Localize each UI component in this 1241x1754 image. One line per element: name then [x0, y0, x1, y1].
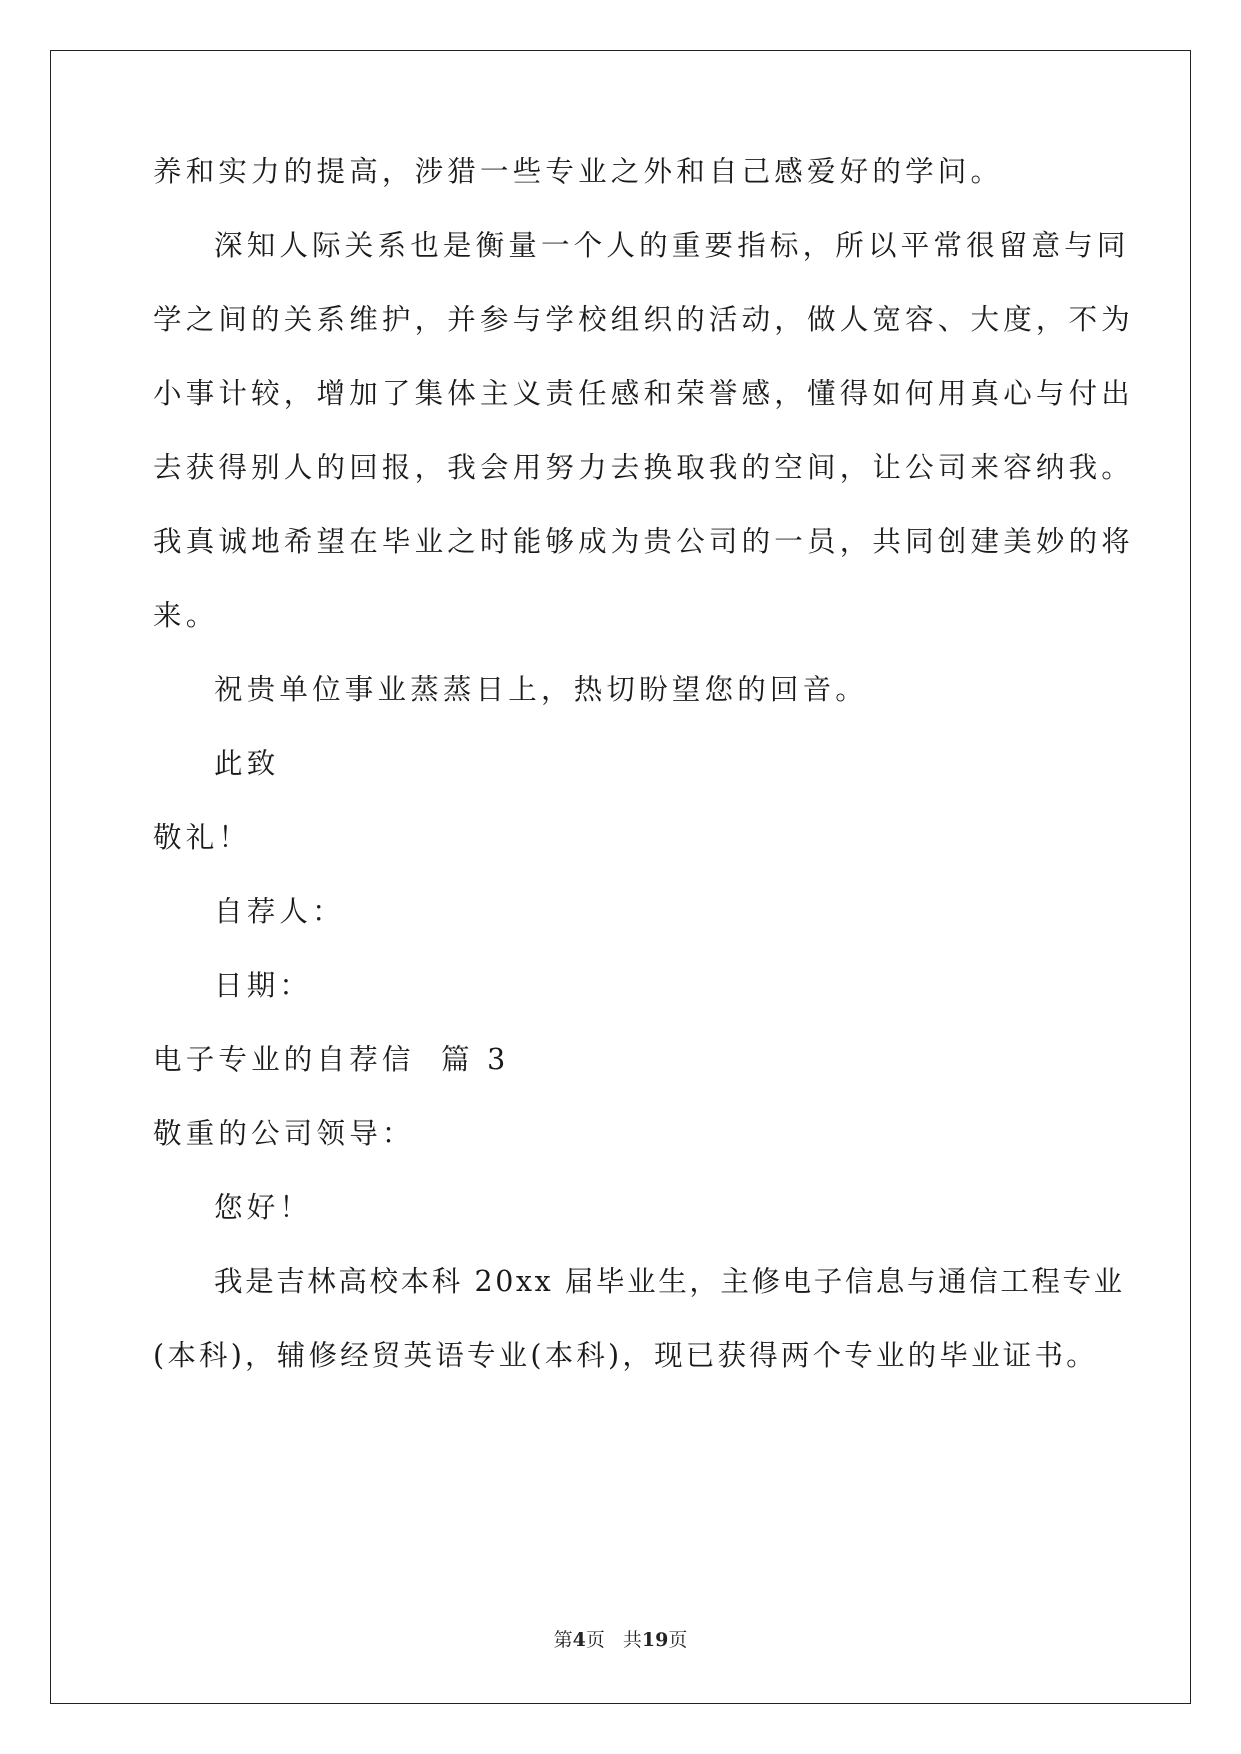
- salutation-line: 敬礼！: [153, 821, 252, 854]
- total-pages: 19: [641, 1629, 669, 1651]
- body-line: 去获得别人的回报，我会用努力去换取我的空间，让公司来容纳我。: [153, 451, 1135, 484]
- greeting-line: 敬重的公司领导：: [153, 1117, 415, 1150]
- page-border: [50, 50, 1191, 1704]
- body-line: (本科)，辅修经贸英语专业(本科)，现已获得两个专业的毕业证书。: [153, 1339, 1098, 1372]
- body-line: 养和实力的提高，涉猎一些专业之外和自己感爱好的学问。: [153, 155, 1004, 188]
- footer-prefix: 第: [553, 1629, 573, 1651]
- body-line: 我真诚地希望在毕业之时能够成为贵公司的一员，共同创建美妙的将: [153, 525, 1135, 558]
- body-line: 我是吉林高校本科 20xx 届毕业生，主修电子信息与通信工程专业: [214, 1265, 1125, 1298]
- body-line: 小事计较，增加了集体主义责任感和荣誉感，懂得如何用真心与付出: [153, 377, 1135, 410]
- section-heading: 电子专业的自荐信 篇 3: [153, 1043, 510, 1076]
- greeting-line: 您好！: [214, 1191, 313, 1224]
- footer-total-suffix: 页: [668, 1629, 688, 1651]
- page-footer: [0, 1628, 1241, 1652]
- closing-line: 此致: [214, 747, 280, 780]
- signature-line: 自荐人：: [214, 895, 345, 928]
- footer-total-prefix: 共: [622, 1629, 642, 1651]
- body-line: 来。: [153, 599, 219, 632]
- page-number: 4: [572, 1629, 586, 1651]
- footer-page-suffix: 页: [585, 1629, 605, 1651]
- body-line: 深知人际关系也是衡量一个人的重要指标，所以平常很留意与同: [214, 229, 1130, 262]
- date-line: 日期：: [214, 969, 313, 1002]
- body-line: 学之间的关系维护，并参与学校组织的活动，做人宽容、大度，不为: [153, 303, 1135, 336]
- body-line: 祝贵单位事业蒸蒸日上，热切盼望您的回音。: [214, 673, 869, 706]
